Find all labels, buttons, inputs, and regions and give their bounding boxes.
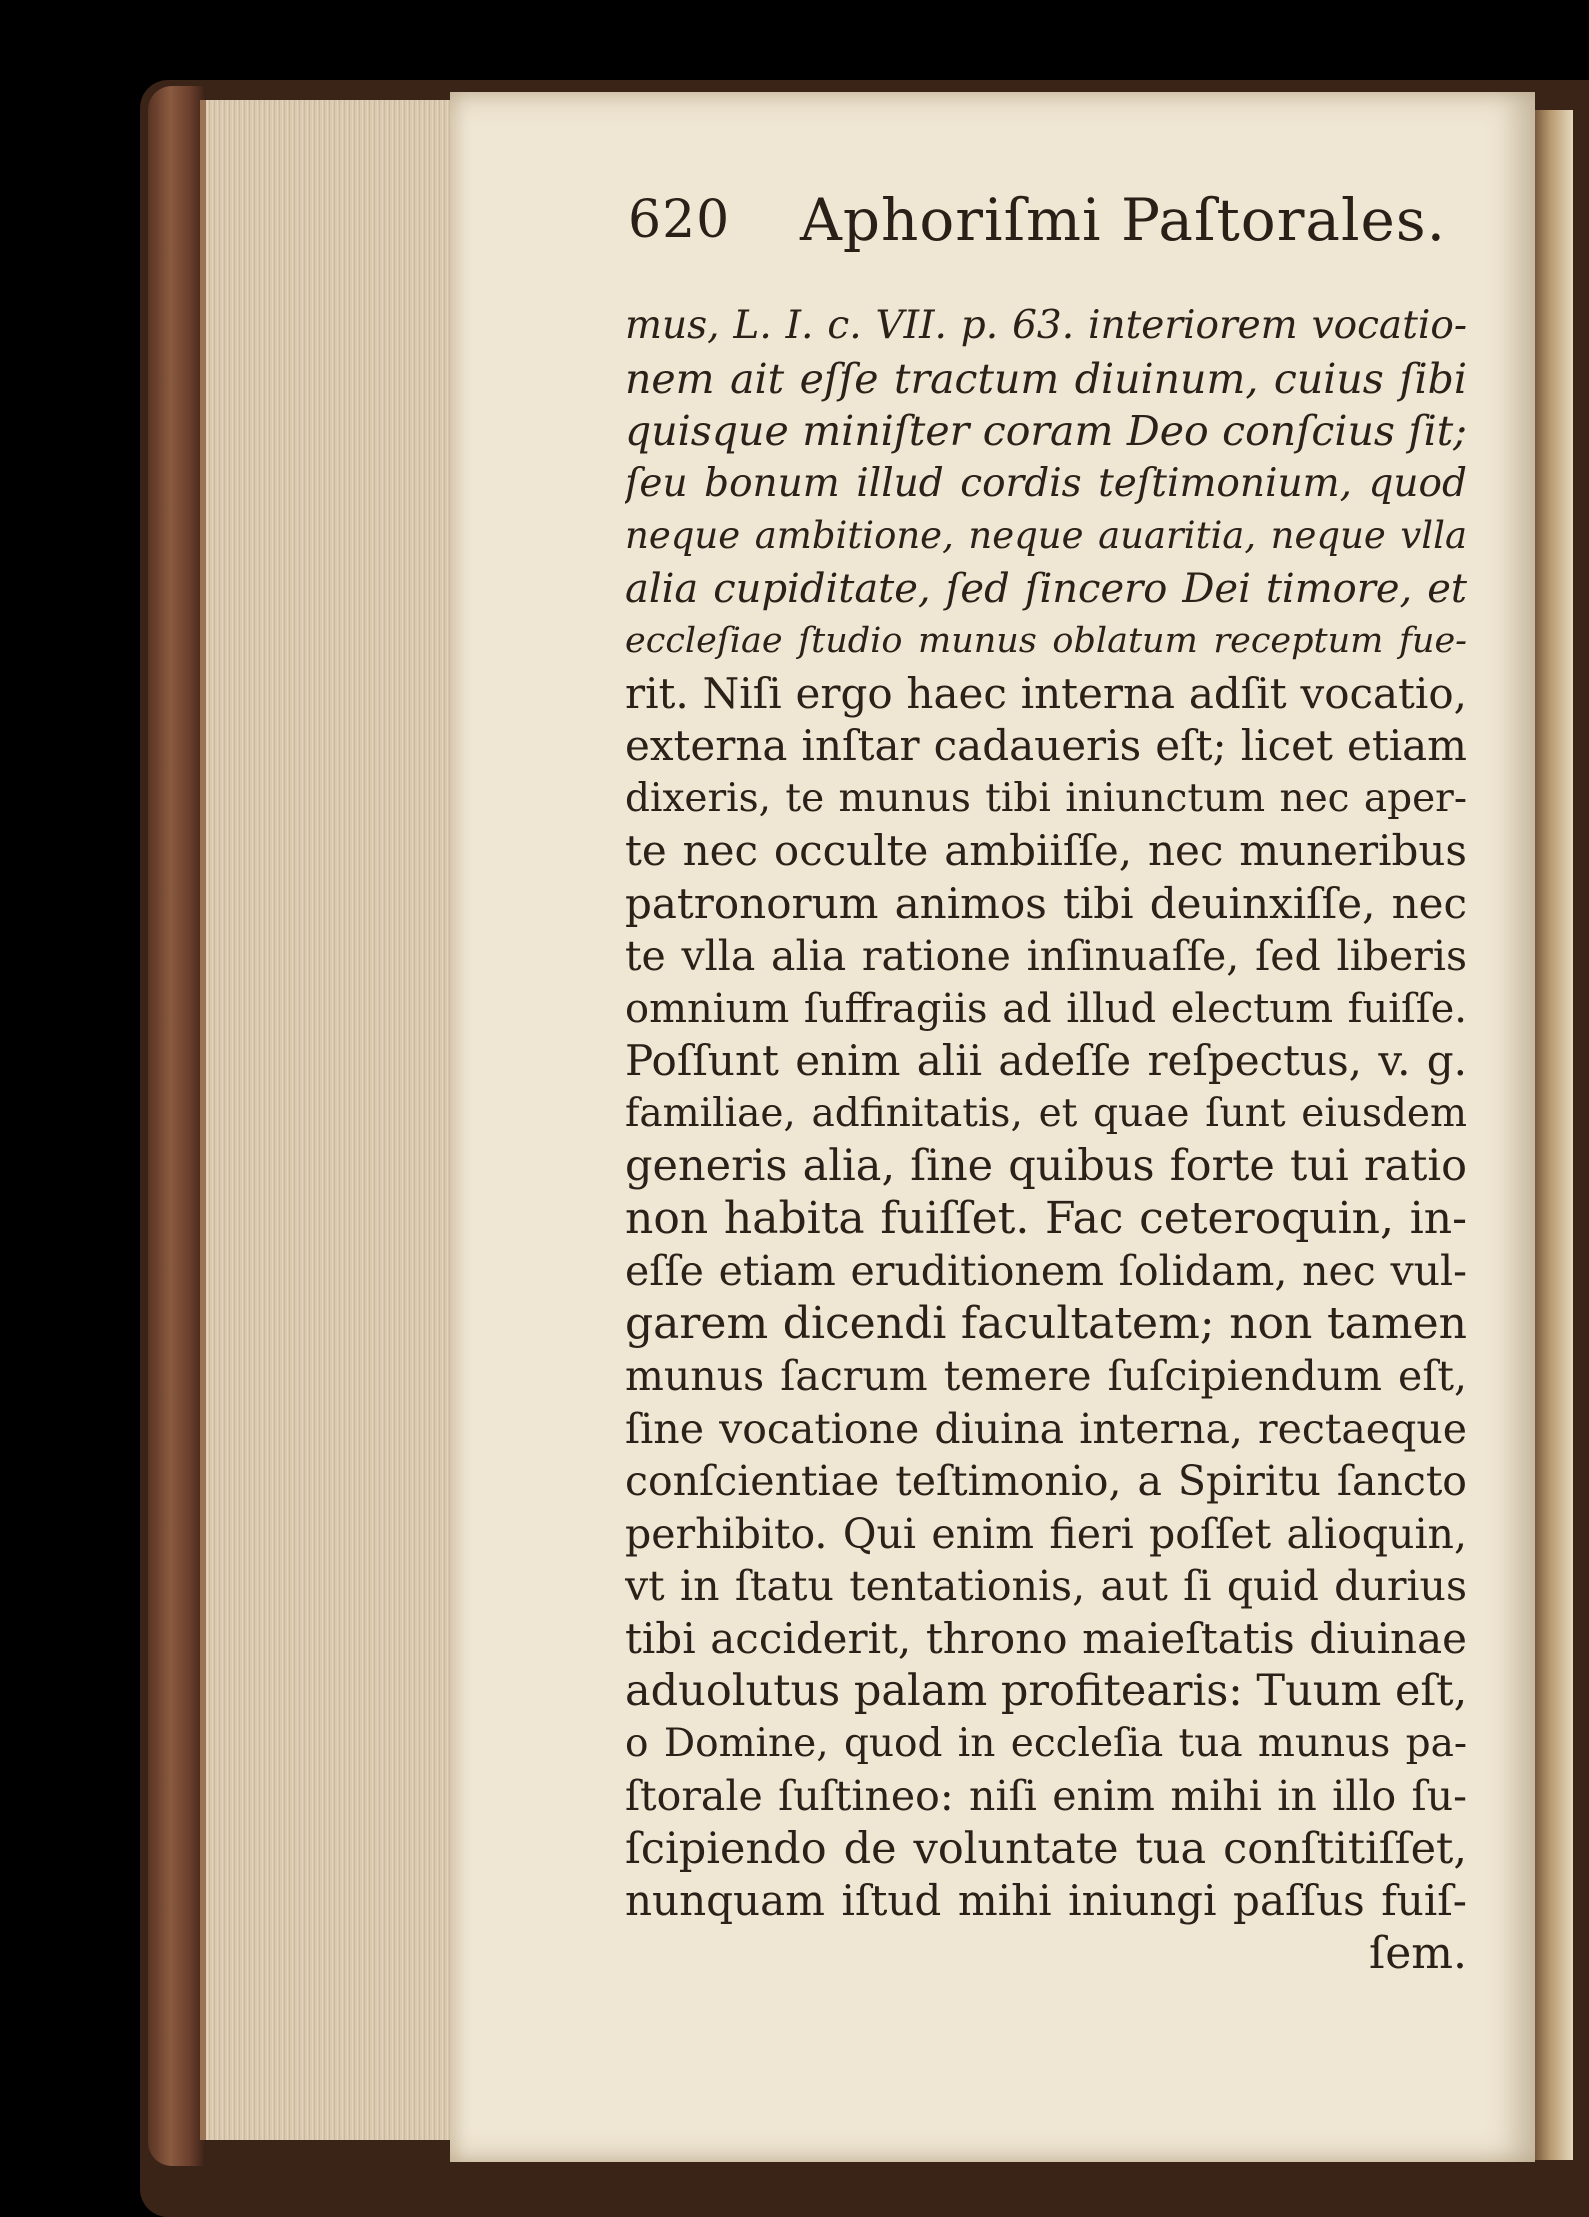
text-line: ſeu bonum illud cordis teſtimonium, quod [625,460,1467,506]
page-header [628,180,1448,270]
text-line: nem ait eſſe tractum diuinum, cuius ſibi [625,354,1467,403]
body-text [625,300,1467,1980]
text-line: quisque miniſter coram Deo conſcius ſit; [625,407,1467,455]
text-line: perhibito. Qui enim fieri poſſet alioquin, [625,1509,1467,1558]
text-line: te nec occulte ambiiſſe, nec muneribus [625,826,1467,875]
text-line: generis alia, ſine quibus forte tui ratio [625,1141,1467,1191]
text-line: eccleſiae ſtudio munus oblatum receptum fue- [625,621,1467,661]
text-line: munus ſacrum temere ſuſcipiendum eſt, [625,1352,1467,1400]
text-line: neque ambitione, neque auaritia, neque vlla [625,514,1467,557]
text-line: o Domine, quod in eccleſia tua munus pa- [625,1720,1467,1766]
text-line: rit. Niſi ergo haec interna adſit vocatio, [625,668,1467,718]
text-line: conſcientiae teſtimonio, a Spiritu ſancto [625,1457,1467,1505]
text-line: ſine vocatione diuina interna, rectaeque [625,1404,1467,1453]
facing-page-edge [1535,110,1573,2160]
text-line: te vlla alia ratione inſinuaſſe, ſed liberis [625,932,1467,980]
text-line: garem dicendi facultatem; non tamen [625,1297,1467,1349]
text-line: Poſſunt enim alii adeſſe reſpectus, v. g. [625,1036,1467,1085]
text-line: ſcipiendo de voluntate tua conſtitiſſet, [625,1823,1467,1874]
text-line: non habita fuiſſet. Fac ceteroquin, in- [625,1192,1467,1244]
text-line: dixeris, te munus tibi iniunctum nec aper- [625,775,1467,821]
text-line: alia cupiditate, ſed ſincero Dei timore, et [625,565,1467,612]
text-line: tibi acciderit, throno maieſtatis diuinae [625,1613,1467,1663]
text-line: vt in ſtatu tentationis, aut ſi quid durius [625,1562,1467,1610]
catchword: ſem. [1368,1927,1467,1979]
text-line: aduolutus palam profitearis: Tuum eſt, [625,1666,1467,1716]
text-line: patronorum animos tibi deuinxiſſe, nec [625,878,1467,928]
text-line: omnium ſuffragiis ad illud electum fuiſſe. [625,985,1467,1032]
text-line: ſtorale ſuſtineo: niſi enim mihi in illo ſu- [625,1772,1467,1820]
text-line: nunquam iſtud mihi iniungi paſſus fuiſ- [625,1876,1467,1925]
text-line: eſſe etiam eruditionem ſolidam, nec vul- [625,1247,1467,1295]
page-block-edge [200,100,456,2140]
text-line: mus, L. I. c. VII. p. 63. interiorem vocatio- [625,303,1467,348]
running-title: Aphoriſmi Paſtorales. [800,186,1447,254]
book-spine-edge [148,86,204,2166]
text-line: familiae, adfinitatis, et quae ſunt eiusdem [625,1090,1467,1136]
page-number: 620 [628,190,731,250]
text-line: externa inſtar cadaueris eſt; licet etiam [625,721,1467,770]
